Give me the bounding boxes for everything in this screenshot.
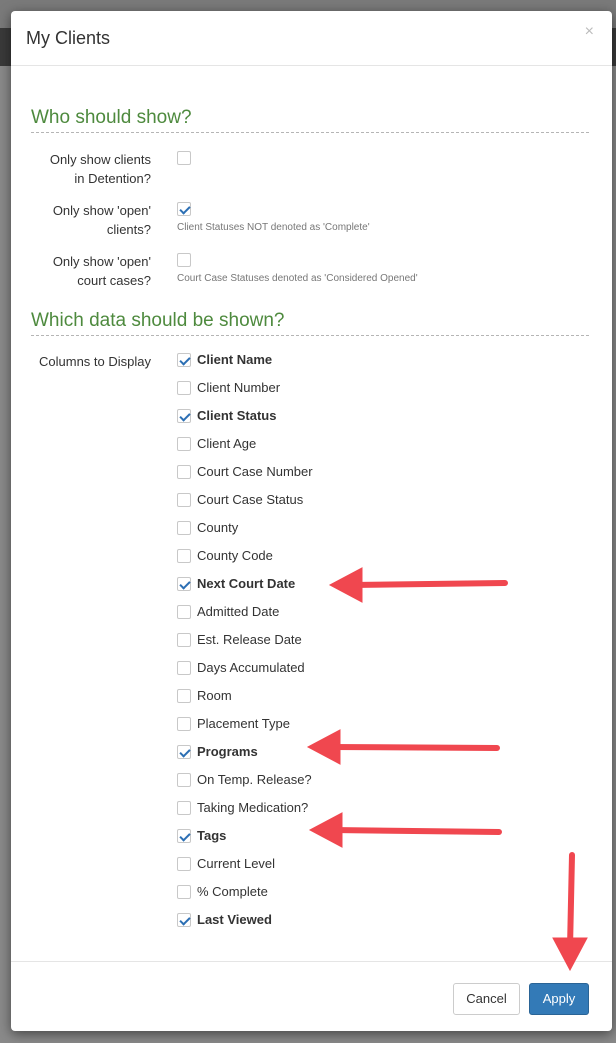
open-clients-filter-checkbox[interactable]	[177, 202, 191, 216]
column-checkbox[interactable]	[177, 745, 191, 759]
column-label: Client Number	[197, 380, 281, 395]
column-checkbox[interactable]	[177, 549, 191, 563]
column-checkbox[interactable]	[177, 773, 191, 787]
open-court-cases-filter-checkbox[interactable]	[177, 253, 191, 267]
open-court-cases-filter-label: Only show 'open' court cases?	[52, 254, 151, 288]
column-label: Court Case Status	[197, 492, 304, 507]
column-checkbox[interactable]	[177, 353, 191, 367]
open-court-cases-help-text: Court Case Statuses denoted as 'Considered Opened'	[177, 273, 418, 284]
column-checkbox[interactable]	[177, 605, 191, 619]
column-checkbox[interactable]	[177, 661, 191, 675]
section-divider	[31, 335, 589, 336]
column-label: Client Status	[197, 408, 277, 423]
column-checkbox[interactable]	[177, 633, 191, 647]
column-label: County Code	[197, 548, 273, 563]
column-label: Client Age	[197, 436, 257, 451]
column-checkbox[interactable]	[177, 913, 191, 927]
detention-filter-label: Only show clients in Detention?	[49, 152, 151, 186]
detention-filter-checkbox[interactable]	[177, 151, 191, 165]
column-checkbox[interactable]	[177, 857, 191, 871]
section-title-who: Who should show?	[31, 107, 192, 128]
column-label: Programs	[197, 744, 258, 759]
column-checkbox[interactable]	[177, 465, 191, 479]
column-checkbox[interactable]	[177, 409, 191, 423]
section-divider	[31, 132, 589, 133]
column-label: Admitted Date	[197, 604, 280, 619]
column-label: Room	[197, 688, 232, 703]
section-title-data: Which data should be shown?	[31, 310, 285, 331]
column-label: Client Name	[197, 352, 273, 367]
column-checkbox[interactable]	[177, 521, 191, 535]
column-label: County	[197, 520, 239, 535]
column-label: Next Court Date	[197, 576, 296, 591]
column-label: Est. Release Date	[197, 632, 302, 647]
column-checkbox[interactable]	[177, 801, 191, 815]
column-label: On Temp. Release?	[197, 772, 312, 787]
column-checkbox[interactable]	[177, 437, 191, 451]
column-label: Tags	[197, 828, 227, 843]
column-label: Placement Type	[197, 716, 290, 731]
column-checkbox[interactable]	[177, 577, 191, 591]
modal-footer	[11, 961, 612, 1032]
cancel-button[interactable]: Cancel	[453, 983, 520, 1015]
column-checkbox[interactable]	[177, 885, 191, 899]
column-checkbox[interactable]	[177, 493, 191, 507]
open-clients-filter-label: Only show 'open' clients?	[52, 203, 151, 237]
column-label: Current Level	[197, 856, 276, 871]
column-label: Court Case Number	[197, 464, 313, 479]
column-checkbox[interactable]	[177, 829, 191, 843]
column-checkbox[interactable]	[177, 717, 191, 731]
modal-header	[11, 11, 612, 66]
open-clients-help-text: Client Statuses NOT denoted as 'Complete'	[177, 222, 370, 233]
column-label: Taking Medication?	[197, 800, 309, 815]
modal-title: My Clients	[26, 28, 111, 48]
column-label: % Complete	[197, 884, 268, 899]
close-icon[interactable]: ×	[584, 23, 594, 40]
columns-to-display-label: Columns to Display	[39, 354, 151, 369]
my-clients-modal	[11, 11, 612, 1031]
column-checkbox[interactable]	[177, 689, 191, 703]
column-label: Days Accumulated	[197, 660, 305, 675]
column-checkbox[interactable]	[177, 381, 191, 395]
apply-button[interactable]: Apply	[529, 983, 589, 1015]
column-label: Last Viewed	[197, 912, 272, 927]
